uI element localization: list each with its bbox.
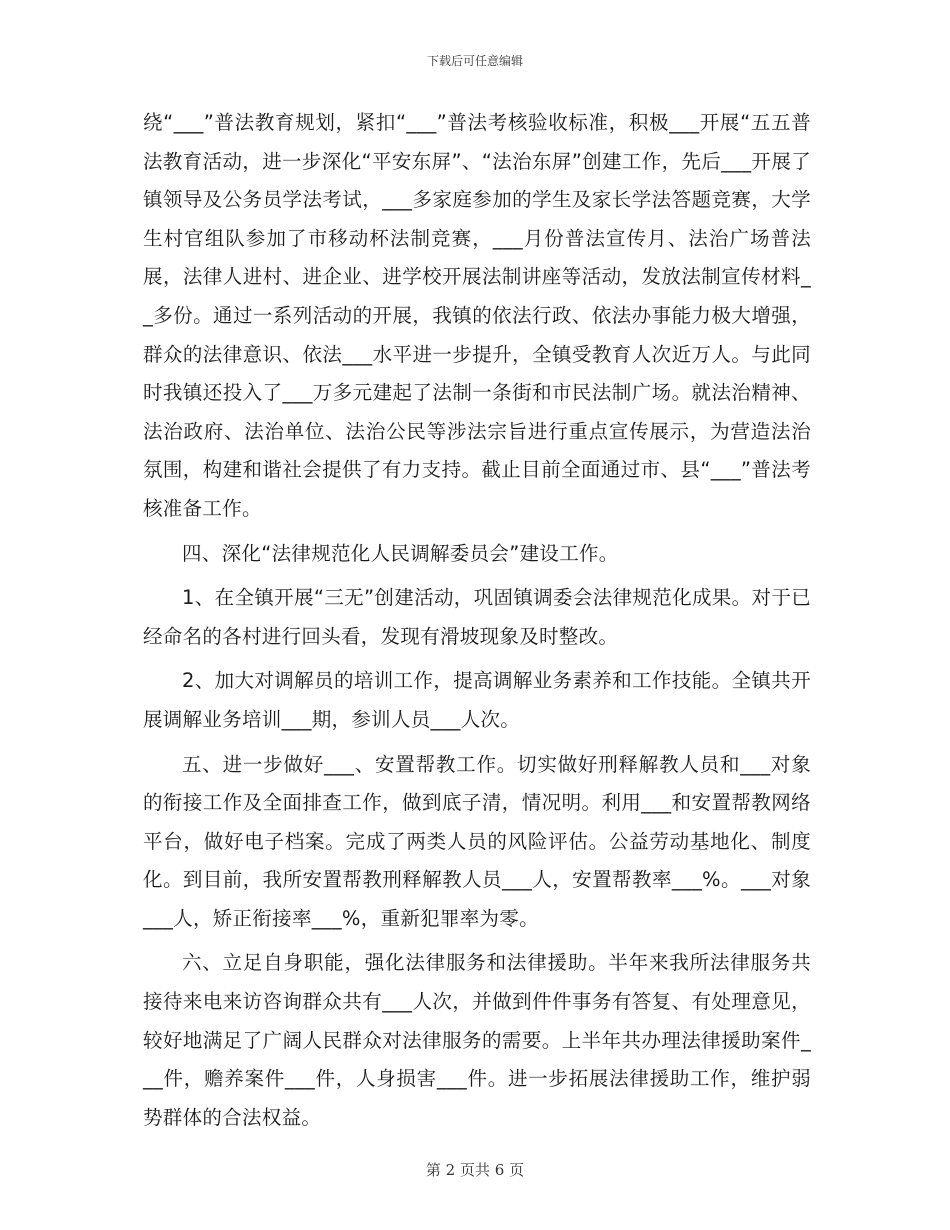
page-number: 第 2 页共 6 页	[425, 1161, 525, 1179]
section-heading-mediation: 四、深化“法律规范化人民调解委员会”建设工作。	[182, 541, 619, 565]
paragraph-mediation-item-2: 2、加大对调解员的培训工作，提高调解业务素养和工作技能。全镇共开展调解业务培训___期，参训人员___人次。	[143, 669, 811, 731]
paragraph-resettlement-education: 五、进一步做好___、安置帮教工作。切实做好刑释解教人员和___对象的衔接工作及全面排查工作，做到底子清，情况明。利用___和安置帮教网络平台，做好电子档案。完成了两类人员的风险评估。公益劳动基地化、制度化。到目前，我所安置帮教刑释解教人员___人，安置帮教率___%。___对象___人，矫正衔接率___%，重新犯罪率为零。	[143, 752, 811, 930]
paragraph-legal-aid: 六、立足自身职能，强化法律服务和法律援助。半年来我所法律服务共接待来电来访咨询群众共有___人次，并做到件件事务有答复、有处理意见，较好地满足了广阔人民群众对法律服务的需要。上半年共办理法律援助案件___件，赡养案件___件，人身损害___件。进一步拓展法律援助工作，维护弱势群体的合法权益。	[143, 951, 811, 1129]
paragraph-mediation-item-1: 1、在全镇开展“三无”创建活动，巩固镇调委会法律规范化成果。对于已经命名的各村进行回头看，发现有滑坡现象及时整改。	[143, 586, 811, 648]
page-header: 下载后可任意编辑	[426, 54, 523, 68]
document-body	[143, 104, 811, 1137]
paragraph-legal-education: 绕“___”普法教育规划，紧扣“___”普法考核验收标准，积极___开展“五五普法教育活动，进一步深化“平安东屏”、“法治东屏”创建工作，先后___开展了镇领导及公务员学法考试，___多家庭参加的学生及家长学法答题竞赛，大学生村官组队参加了市移动杯法制竞赛，___月份普法宣传月、法治广场普法展，法律人进村、进企业、进学校开展法制讲座等活动，发放法制宣传材料__多份。通过一系列活动的开展，我镇的依法行政、依法办事能力极大增强，群众的法律意识、依法___水平进一步提升，全镇受教育人次近万人。与此同时我镇还投入了___万多元建起了法制一条街和市民法制广场。就法治精神、法治政府、法治单位、法治公民等涉法宗旨进行重点宣传展示，为营造法治氛围，构建和谐社会提供了有力支持。截止目前全面通过市、县“___”普法考核准备工作。	[143, 111, 811, 520]
